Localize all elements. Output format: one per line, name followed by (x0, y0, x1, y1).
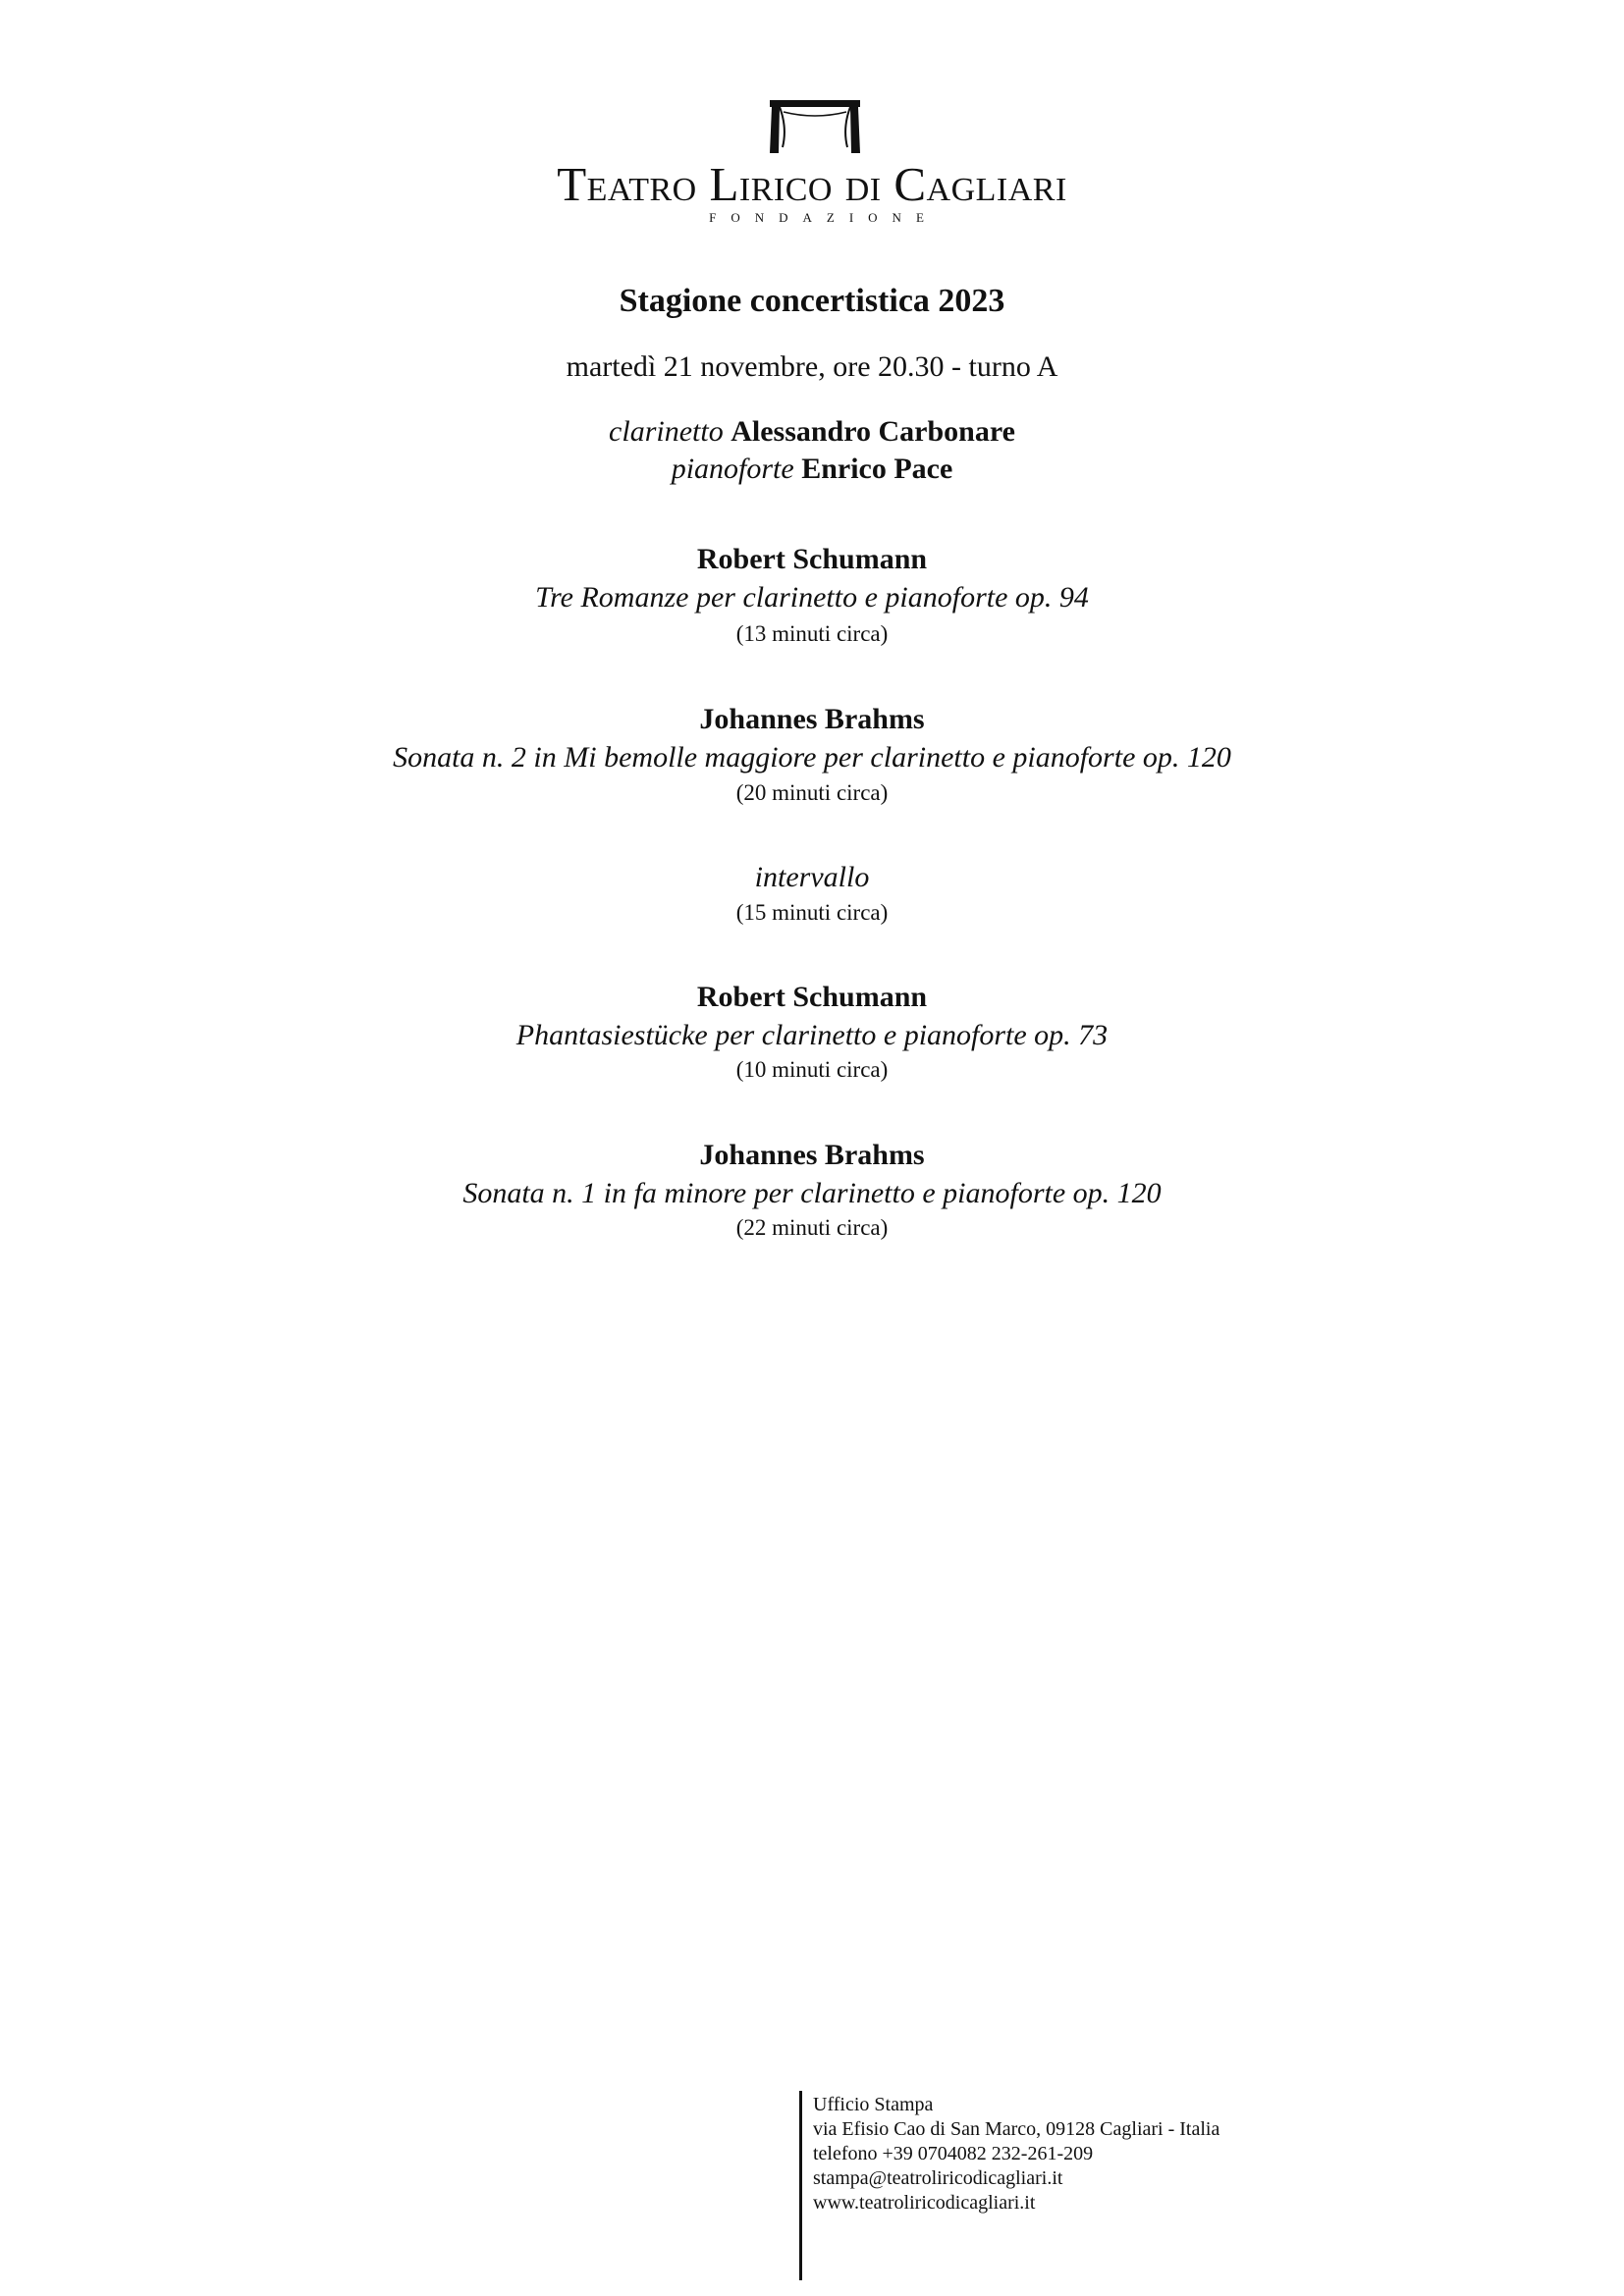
program-duration: (10 minuti circa) (735, 1057, 889, 1082)
footer-email[interactable]: stampa@teatroliricodicagliari.it (813, 2167, 1063, 2189)
stage-curtain-icon (766, 98, 864, 155)
performer-role: pianoforte (671, 453, 794, 485)
program-duration: (13 minuti circa) (735, 621, 889, 646)
logo-name: Teatro Lirico di Cagliari (557, 157, 1067, 211)
program-work: Sonata n. 2 in Mi bemolle maggiore per clarinetto e pianoforte op. 120 (393, 741, 1231, 774)
performer-line (0, 450, 1624, 489)
footer-divider (799, 2091, 802, 2280)
program-duration: (20 minuti circa) (735, 780, 889, 805)
program-composer: Johannes Brahms (699, 1139, 925, 1171)
footer-website[interactable]: www.teatroliricodicagliari.it (813, 2192, 1036, 2214)
program-work: Sonata n. 1 in fa minore per clarinetto e pianoforte op. 120 (462, 1177, 1162, 1209)
footer-office: Ufficio Stampa (813, 2094, 934, 2115)
press-office-contact (813, 2093, 1219, 2216)
program-duration: (22 minuti circa) (735, 1215, 889, 1240)
intermission-label: intervallo (754, 861, 870, 893)
program-work: Tre Romanze per clarinetto e pianoforte op. 94 (535, 581, 1089, 614)
logo-subtitle: FONDAZIONE (709, 210, 939, 225)
program-composer: Robert Schumann (696, 543, 928, 575)
performer-name: Enrico Pace (801, 453, 953, 485)
performer-role: clarinetto (609, 415, 724, 448)
program-composer: Johannes Brahms (699, 703, 925, 735)
footer-address: via Efisio Cao di San Marco, 09128 Cagliari - Italia (813, 2118, 1220, 2140)
performer-name: Alessandro Carbonare (731, 415, 1015, 448)
program-duration: (15 minuti circa) (735, 900, 889, 925)
season-title: Stagione concertistica 2023 (619, 283, 1005, 319)
event-date: martedì 21 novembre, ore 20.30 - turno A (566, 350, 1058, 383)
program-composer: Robert Schumann (696, 981, 928, 1013)
footer-phone: telefono +39 0704082 232-261-209 (813, 2143, 1094, 2164)
program-work: Phantasiestücke per clarinetto e pianoforte op. 73 (515, 1019, 1109, 1051)
performer-line (0, 412, 1624, 452)
